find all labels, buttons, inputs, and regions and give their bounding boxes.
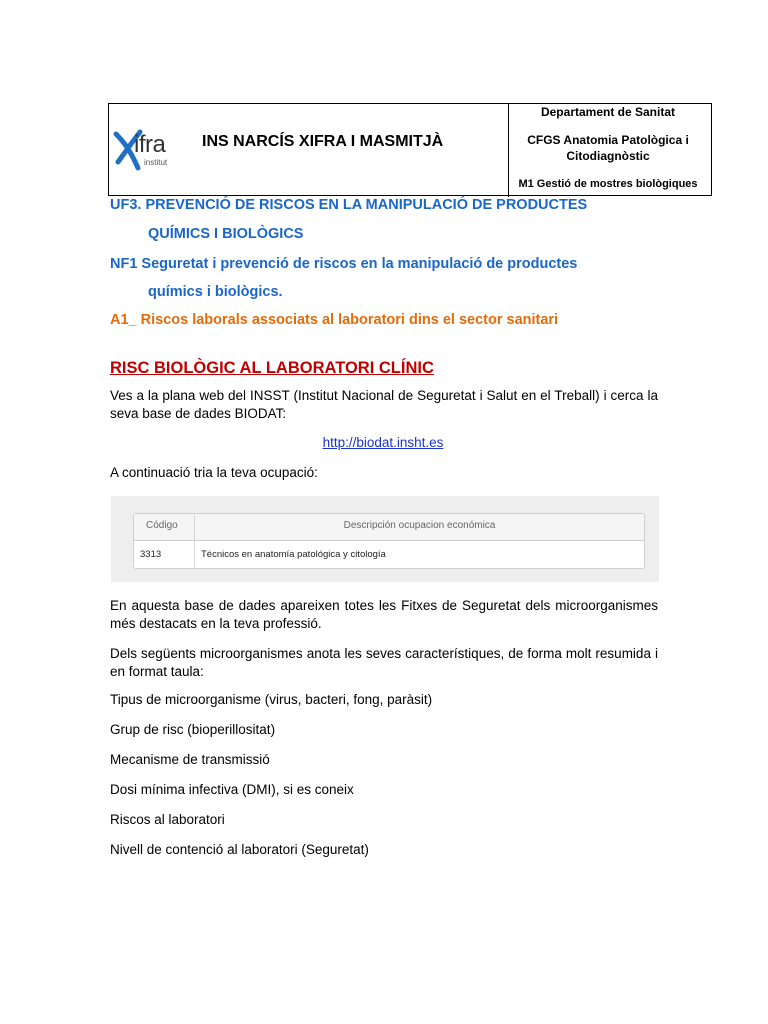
biodat-link[interactable]: http://biodat.insht.es [322,435,444,450]
table-cell-description: Técnicos en anatomía patológica y citología [201,549,386,560]
list-item: Dosi mínima infectiva (DMI), si es coneix [110,782,354,797]
nf-heading-line1: NF1 Seguretat i prevenció de riscos en la manipulació de productes [110,256,578,272]
table-header-code: Código [146,520,178,531]
uf-heading-line1: UF3. PREVENCIÓ DE RISCOS EN LA MANIPULACIÓ DE PRODUCTES [110,197,588,213]
nf-heading-line2: químics i biològics. [148,284,283,300]
list-item: Tipus de microorganisme (virus, bacteri, fong, paràsit) [110,692,433,707]
instructions-paragraph: Dels següents microorganismes anota les seves característiques, de forma molt resumida i en format taula: [110,646,658,679]
database-paragraph: En aquesta base de dades apareixen totes les Fitxes de Seguretat dels microorganismes més destacats en la teva professió. [110,598,658,631]
course-name: CFGS Anatomia Patològica i Citodiagnòstic [527,133,689,163]
list-item: Riscos al laboratori [110,812,225,827]
occupation-table [133,513,645,569]
intro-paragraph: Ves a la plana web del INSST (Institut Nacional de Seguretat i Salut en el Treball) i cerca la seva base de dades BIODAT: [110,388,658,421]
section-title: RISC BIOLÒGIC AL LABORATORI CLÍNIC [110,359,434,377]
school-name: INS NARCÍS XIFRA I MASMITJÀ [202,133,444,150]
uf-heading-line2: QUÍMICS I BIOLÒGICS [148,226,304,242]
list-item: Nivell de contenció al laboratori (Seguretat) [110,842,369,857]
logo-text: ifra [134,131,166,158]
header-divider [508,104,509,197]
choose-occupation-text: A continuació tria la teva ocupació: [110,465,318,480]
logo-subtitle: institut [144,158,168,167]
activity-heading: A1_ Riscos laborals associats al laboratori dins el sector sanitari [110,312,559,328]
department-name: Departament de Sanitat [540,105,676,119]
list-item: Mecanisme de transmissió [110,752,270,767]
module-name: M1 Gestió de mostres biològiques [518,178,698,190]
list-item: Grup de risc (bioperillositat) [110,722,276,737]
table-header-description: Descripción ocupacion económica [343,520,496,531]
table-cell-code: 3313 [140,549,162,560]
